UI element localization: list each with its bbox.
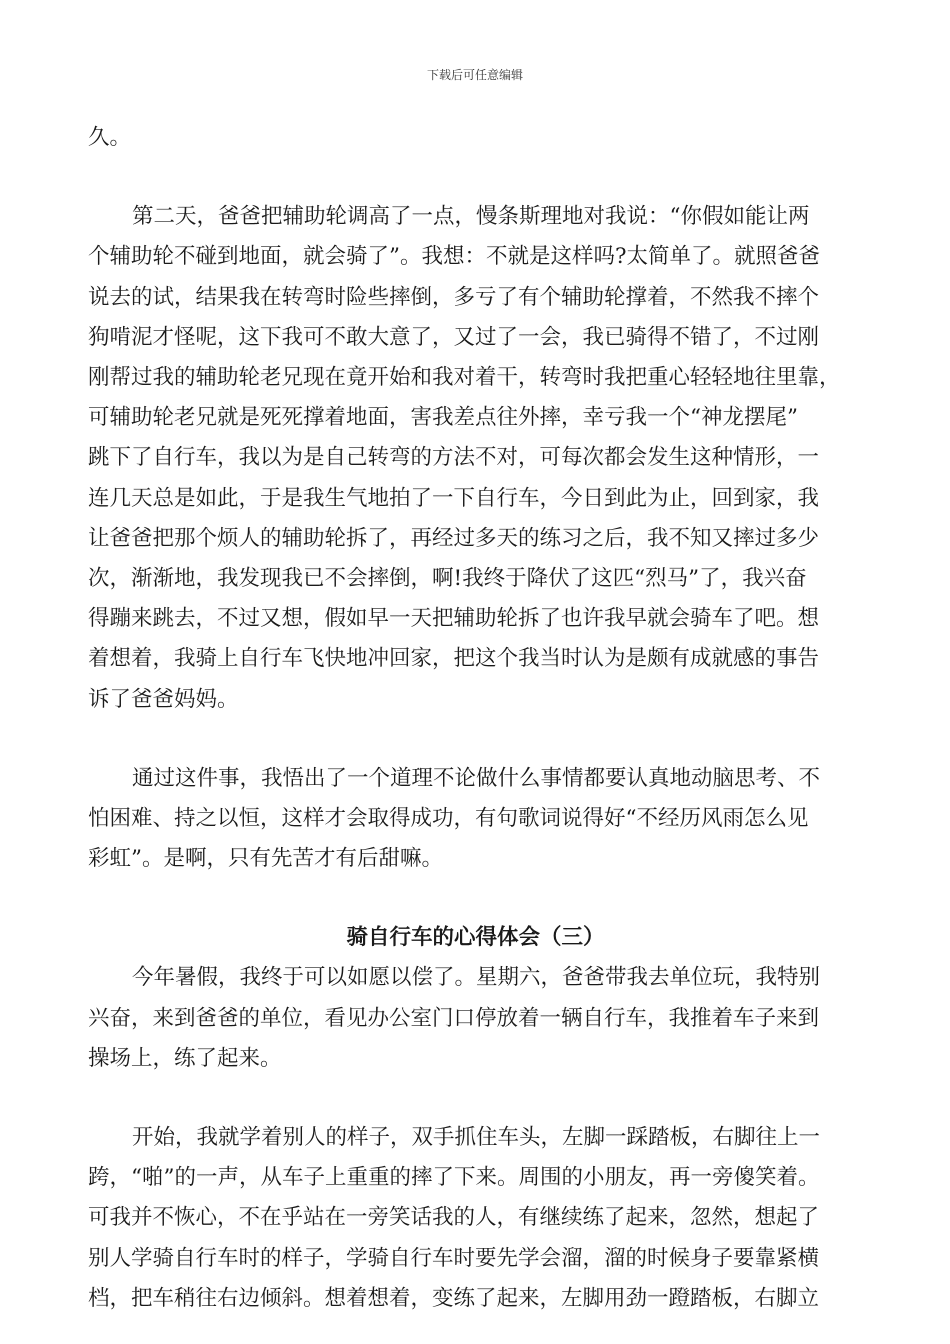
paragraph	[88, 759, 863, 880]
text-line: 久。	[88, 125, 132, 150]
text-line: 次，渐渐地，我发现我已不会摔倒，啊!我终于降伏了这匹“烈马”了，我兴奋	[88, 566, 807, 592]
text-line: 怕困难、持之以恒，这样才会取得成功，有句歌词说得好“不经历风雨怎么见	[88, 806, 809, 832]
text-line: 诉了爸爸妈妈。	[88, 686, 239, 712]
text-line: 狗啃泥才怪呢，这下我可不敢大意了，又过了一会，我已骑得不错了，不过刚	[88, 324, 820, 350]
text-line: 开始，我就学着别人的样子，双手抓住车头，左脚一踩踏板，右脚往上一	[132, 1125, 821, 1151]
text-line: 可我并不恢心，不在乎站在一旁笑话我的人，有继续练了起来，忽然，想起了	[88, 1205, 820, 1231]
text-line: 着想着，我骑上自行车飞快地冲回家，把这个我当时认为是颇有成就感的事告	[88, 646, 820, 672]
text-line: 让爸爸把那个烦人的辅助轮拆了，再经过多天的练习之后，我不知又摔过多少	[88, 525, 820, 551]
paragraph	[88, 197, 863, 720]
paragraph	[88, 1118, 863, 1319]
paragraph	[88, 118, 863, 158]
page-header: 下载后可任意编辑	[426, 68, 523, 82]
section-title: 骑自行车的心得体会（三）	[346, 925, 605, 951]
text-line: 个辅助轮不碰到地面，就会骑了”。我想：不就是这样吗?太简单了。就照爸爸	[88, 244, 821, 270]
text-line: 兴奋，来到爸爸的单位，看见办公室门口停放着一辆自行车，我推着车子来到	[88, 1005, 820, 1031]
text-line: 第二天，爸爸把辅助轮调高了一点，慢条斯理地对我说：“你假如能让两	[132, 204, 810, 230]
text-line: 通过这件事，我悟出了一个道理不论做什么事情都要认真地动脑思考、不	[132, 765, 821, 791]
text-line: 档，把车稍往右边倾斜。想着想着，变练了起来，左脚用劲一蹬踏板，右脚立	[88, 1285, 820, 1311]
text-line: 操场上，练了起来。	[88, 1045, 282, 1071]
text-line: 说去的试，结果我在转弯时险些摔倒，多亏了有个辅助轮撑着，不然我不摔个	[88, 284, 820, 310]
text-line: 跳下了自行车，我以为是自己转弯的方法不对，可每次都会发生这种情形，一	[88, 445, 820, 471]
text-line: 连几天总是如此，于是我生气地拍了一下自行车，今日到此为止，回到家，我	[88, 485, 820, 511]
paragraph	[88, 958, 863, 1079]
text-line: 别人学骑自行车时的样子，学骑自行车时要先学会溜，溜的时候身子要靠紧横	[88, 1245, 820, 1271]
text-line: 彩虹”。是啊，只有先苦才有后甜嘛。	[88, 846, 443, 872]
document-body	[88, 118, 863, 1319]
text-line: 得蹦来跳去，不过又想，假如早一天把辅助轮拆了也许我早就会骑车了吧。想	[88, 606, 820, 632]
text-line: 跨，“啪”的一声，从车子上重重的摔了下来。周围的小朋友，再一旁傻笑着。	[88, 1165, 820, 1191]
text-line: 刚帮过我的辅助轮老兄现在竟开始和我对着干，转弯时我把重心轻轻地往里靠，	[88, 365, 841, 391]
text-line: 今年暑假，我终于可以如愿以偿了。星期六，爸爸带我去单位玩，我特别	[132, 965, 821, 991]
text-line: 可辅助轮老兄就是死死撑着地面，害我差点往外摔，幸亏我一个“神龙摆尾”	[88, 405, 798, 431]
